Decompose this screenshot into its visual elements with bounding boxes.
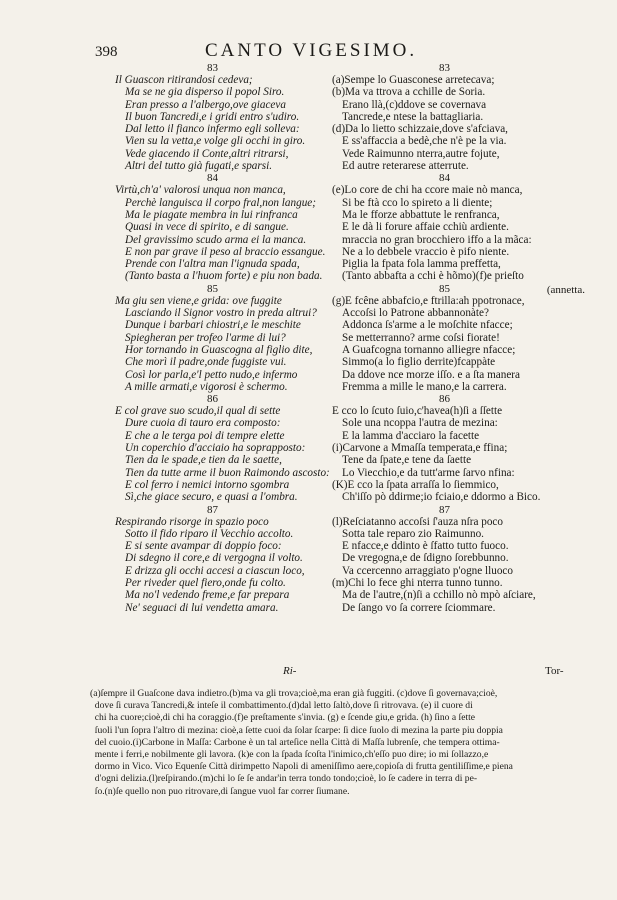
verse-line: De ſango vo ſa correre ſciommare. bbox=[342, 601, 496, 614]
verse-line: Ed autre reterarese atterrute. bbox=[342, 160, 469, 173]
verse-line: Prende con l'altra man l'ignuda spada, bbox=[125, 258, 300, 271]
verse-line: Vede Raimunno nterra,autre fojute, bbox=[342, 147, 500, 160]
verse-continuation: (annetta. bbox=[546, 283, 585, 296]
stanza-number-text: 83 bbox=[207, 62, 218, 74]
verse-line: De vregogna,e de ſdigno ſorebbunno. bbox=[342, 552, 509, 565]
verse-line: Perchè languisca il corpo fral,non langue; bbox=[125, 196, 316, 209]
stanza-number-text: 87 bbox=[207, 503, 218, 516]
verse-line: Piglia la fpata fola lamma preffetta, bbox=[342, 258, 501, 271]
verse-line: E le dà li forure affaie cchiù ardiente. bbox=[342, 221, 509, 234]
footnote-line: mente i ferri,e nobilmente gli lavora. (k)e con la ſpada ſcoſta l'inimico,ch'eſſo puo dire; io mi ſollazzo,e bbox=[90, 748, 489, 760]
verse-line: Sotta tale reparo zio Raimunno. bbox=[342, 527, 484, 540]
verse-line: Il buon Tancredi,e i gridi entro s'udiro. bbox=[125, 110, 300, 123]
verse-line: Tancrede,e ntese la battagliaria. bbox=[342, 110, 484, 123]
verse-line: Ne a lo debbele vraccio è pifo niente. bbox=[342, 245, 510, 258]
verse-line: Fremma a mille le mano,e la carrera. bbox=[342, 380, 507, 393]
verse-line: Un coperchio d'acciaio ha soprapposto: bbox=[125, 442, 306, 455]
stanza-number bbox=[312, 504, 577, 516]
verse-line: E drizza gli occhi accesi a ciascun loco, bbox=[125, 564, 305, 577]
verse-line: Ma no'l vedendo freme,e far prepara bbox=[125, 589, 290, 602]
verse-line: Ne' seguaci di lui vendetta amara. bbox=[125, 601, 279, 614]
verse-line: E non par grave il peso al braccio essangue. bbox=[125, 245, 326, 258]
stanza-number bbox=[312, 393, 577, 405]
verse-line: Altri del tutto già fugati,e sparsi. bbox=[125, 160, 272, 173]
verse-line: Erano llà,(c)ddove se covernava bbox=[342, 98, 487, 111]
neapolitan-verse-column bbox=[332, 62, 585, 614]
stanza-number bbox=[312, 282, 585, 296]
verse-line: (Tanto abbafta a cchi è hõmo)(f)e prieſto bbox=[342, 270, 524, 283]
verse-line: Di sdegno il core,e di vergogna il volto. bbox=[125, 552, 303, 565]
verse-line: Respirando risorge in spazio poco bbox=[115, 515, 269, 528]
stanza-number bbox=[100, 62, 325, 74]
verse-line: Se metterranno? arme coſsi fiorate! bbox=[342, 331, 500, 344]
verse-line: (l)Reſciatanno accoſsi ſ'auza nſra poco bbox=[332, 515, 503, 528]
verse-line: (i)Carvone a Mmaſſa temperata,e ffina; bbox=[332, 442, 508, 455]
verse-line: Dure cuoia di tauro era composto: bbox=[125, 417, 281, 430]
verse-line: mraccia no gran brocchiero iffo a la mãca: bbox=[342, 233, 532, 246]
footnotes bbox=[90, 688, 590, 798]
footnote-line: (a)ſempre il Guaſcone dava indietro.(b)ma va gli trova;cioè,ma eran già fuggiti. (c)dove ſi governava;cioè, bbox=[90, 688, 498, 699]
verse-line: Ma se ne gia disperso il popol Siro. bbox=[125, 86, 285, 99]
stanza-number bbox=[100, 172, 325, 184]
verse-line: Sole una ncoppa l'autra de mezina: bbox=[342, 417, 498, 430]
verse-line: Lo Viecchio,e da tutt'arme ſarvo nfina: bbox=[342, 466, 515, 479]
verse-line: Spiegheran per trofeo l'arme di lui? bbox=[125, 331, 286, 344]
verse-line: E col ferro i nemici intorno sgombra bbox=[125, 478, 290, 491]
stanza-number bbox=[100, 393, 325, 405]
verse-line: E nfacce,e ddinto è ſfatto tutto fuoco. bbox=[342, 540, 509, 553]
footnote-line: ſo.(n)ſe quello non puo ritrovare,di ſangue vuol far correr ſiumane. bbox=[90, 785, 350, 797]
verse-line: (b)Ma va ttrova a cchille de Soria. bbox=[332, 86, 486, 99]
verse-line: Ma le piagate membra in lui rinfranca bbox=[125, 208, 298, 221]
verse-line: Eran presso a l'albergo,ove giaceva bbox=[125, 98, 286, 111]
verse-line: Del gravissimo scudo arma ei la manca. bbox=[125, 233, 307, 246]
catchword-left: Ri- bbox=[283, 665, 297, 677]
verse-line: Vede giacendo il Conte,altri ritrarsi, bbox=[125, 147, 289, 160]
verse-line: Che morì il padre,onde fuggiste vui. bbox=[125, 356, 287, 369]
verse-line: Dal letto il fianco infermo egli solleva: bbox=[125, 123, 300, 136]
verse-line: (Tanto basta a l'huom forte) e piu non bada. bbox=[125, 270, 323, 283]
verse-line: Ch'iſſo pò ddirme;io fciaio,e ddormo a Bico. bbox=[342, 491, 541, 504]
verse-line: (K)E cco la ſpata arraſſa lo ſiemmico, bbox=[332, 478, 499, 491]
stanza-number-text: 86 bbox=[439, 393, 450, 406]
footnote-line: dove ſi curava Tancredi,& inteſe il combattimento.(d)dal letto ſaltò,dove ſi ritrovava. (e) il cuore di bbox=[90, 700, 473, 712]
stanza-number-text: 87 bbox=[439, 503, 450, 516]
verse-line: Da ddove nce morze iſſo. e a ſta manera bbox=[342, 368, 520, 381]
verse-line: Per riveder quel fiero,onde fu colto. bbox=[125, 576, 286, 589]
stanza-number bbox=[312, 172, 577, 184]
verse-line: Così lor parla,e'l petto nudo,e infermo bbox=[125, 368, 298, 381]
footnote-line: del cuoio.(i)Carbone in Maſſa: Carbone è un tal arteſice nella Città di Maſſa lubrenſe, che tempera ottima- bbox=[90, 736, 500, 748]
verse-line: Va ccercenno arraggiato p'ogne lluoco bbox=[342, 564, 513, 577]
footnote-line: ſuoli l'un ſopra l'altro di mezina: cioè,a ſette cuoi da ſolar ſcarpe: ſi dice ſuolo di mezina la parte piu doppia bbox=[90, 724, 503, 736]
verse-line: (a)Sempe lo Guasconese arretecava; bbox=[332, 74, 495, 86]
verse-line: (d)Da lo lietto schizzaie,dove s'afciava, bbox=[332, 123, 508, 136]
stanza-number-text: 84 bbox=[439, 172, 450, 185]
stanza-number bbox=[312, 62, 577, 74]
verse-line: Dunque i barbari chiostri,e le meschite bbox=[125, 319, 301, 332]
verse-line: Ma le fforze abbattute le renfranca, bbox=[342, 208, 500, 221]
verse-line: E che a le terga poi di tempre elette bbox=[125, 429, 285, 442]
verse-line: Ma de l'autre,(n)ſi a cchillo nò mpò aſciare, bbox=[342, 589, 536, 602]
verse-line: Simmo(a lo figlio derrite)fcappàte bbox=[342, 356, 496, 369]
stanza-number-text: 84 bbox=[207, 172, 218, 185]
stanza-number-text: 85 bbox=[207, 282, 218, 295]
verse-line: Si be ftà cco lo spireto a li diente; bbox=[342, 196, 493, 209]
verse-line: Hor tornando in Guascogna al figlio dite, bbox=[125, 343, 313, 356]
verse-line: E col grave suo scudo,il qual di sette bbox=[115, 405, 281, 418]
verse-line: Tene da ſpate,e tene da ſaette bbox=[342, 454, 472, 467]
verse-line: Virtù,ch'a' valorosi unqua non manca, bbox=[115, 184, 286, 197]
stanza-number-text: 85 bbox=[439, 282, 450, 295]
stanza-number bbox=[100, 504, 325, 516]
page-number: 398 bbox=[95, 44, 118, 60]
verse-line: Ma giu sen viene,e grida: ove fuggite bbox=[115, 294, 282, 307]
catchword-right: Tor- bbox=[545, 665, 564, 677]
verse-line: Quasi in vece di spirito, e di sangue. bbox=[125, 221, 289, 234]
verse-line: A Guafcogna tornanno alliegre nfacce; bbox=[342, 343, 516, 356]
page-header bbox=[95, 40, 577, 64]
verse-line: Sotto il fido riparo il Vecchio accolto. bbox=[125, 527, 294, 540]
verse-line: (e)Lo core de chi ha ccore maie nò manca, bbox=[332, 184, 523, 197]
running-title: CANTO VIGESIMO. bbox=[205, 40, 418, 61]
verse-line: E cco lo ſcuto ſuio,c'havea(h)ſi a ſſette bbox=[332, 405, 503, 418]
verse-line: E la lamma d'acciaro la facette bbox=[342, 429, 480, 442]
footnote-line: chi ha cuore;cioè,di chi ha coraggio.(f)e preſtamente s'invia. (g) e ſcende giu,e grida. (h) ſino a ſette bbox=[90, 712, 476, 724]
verse-line: Accoſsi lo Patrone abbannonàte? bbox=[342, 307, 489, 320]
verse-line: Addonca ſs'arme a le moſchite nfacce; bbox=[342, 319, 513, 332]
verse-line: Vien su la vetta,e volge gli occhi in giro. bbox=[125, 135, 306, 148]
verse-line: Sì,che giace securo, e quasi a l'ombra. bbox=[125, 491, 298, 504]
stanza-number-text: 83 bbox=[439, 62, 450, 74]
verse-line: (m)Chi lo fece ghi nterra tunno tunno. bbox=[332, 576, 503, 589]
verse-line: (g)E fcêne abbafcio,e ftrilla:ah ppotronace, bbox=[332, 294, 525, 307]
footnote-line: dormo in Vico. Vico Equenſe Città dirimpetto Napoli di ameniſſimo aere,copioſa di frutta gentiliſſime,e piena bbox=[90, 761, 513, 773]
verse-line: Lasciando il Signor vostro in preda altrui? bbox=[125, 307, 317, 320]
stanza-number bbox=[100, 283, 325, 295]
verse-line: Tien da tutte arme il buon Raimondo ascosto: bbox=[125, 466, 330, 479]
footnote-line: d'ogni delizia.(l)reſpirando.(m)chi lo ſe ſe andar'in terra tondo tondo;cioè, lo ſe cadere in terra di pe- bbox=[90, 773, 478, 785]
verse-line: E si sente avampar di doppio foco: bbox=[125, 540, 282, 553]
italian-verse-column bbox=[115, 62, 330, 614]
stanza-number-text: 86 bbox=[207, 393, 218, 406]
verse-line: Il Guascon ritirandosi cedeva; bbox=[115, 74, 253, 86]
verse-line: Tien da le spade,e tien da le saette, bbox=[125, 454, 282, 467]
verse-line: E ss'affaccia a bedè,che n'è pe la via. bbox=[342, 135, 507, 148]
verse-line: A mille armati,e vigorosi è schermo. bbox=[125, 380, 288, 393]
